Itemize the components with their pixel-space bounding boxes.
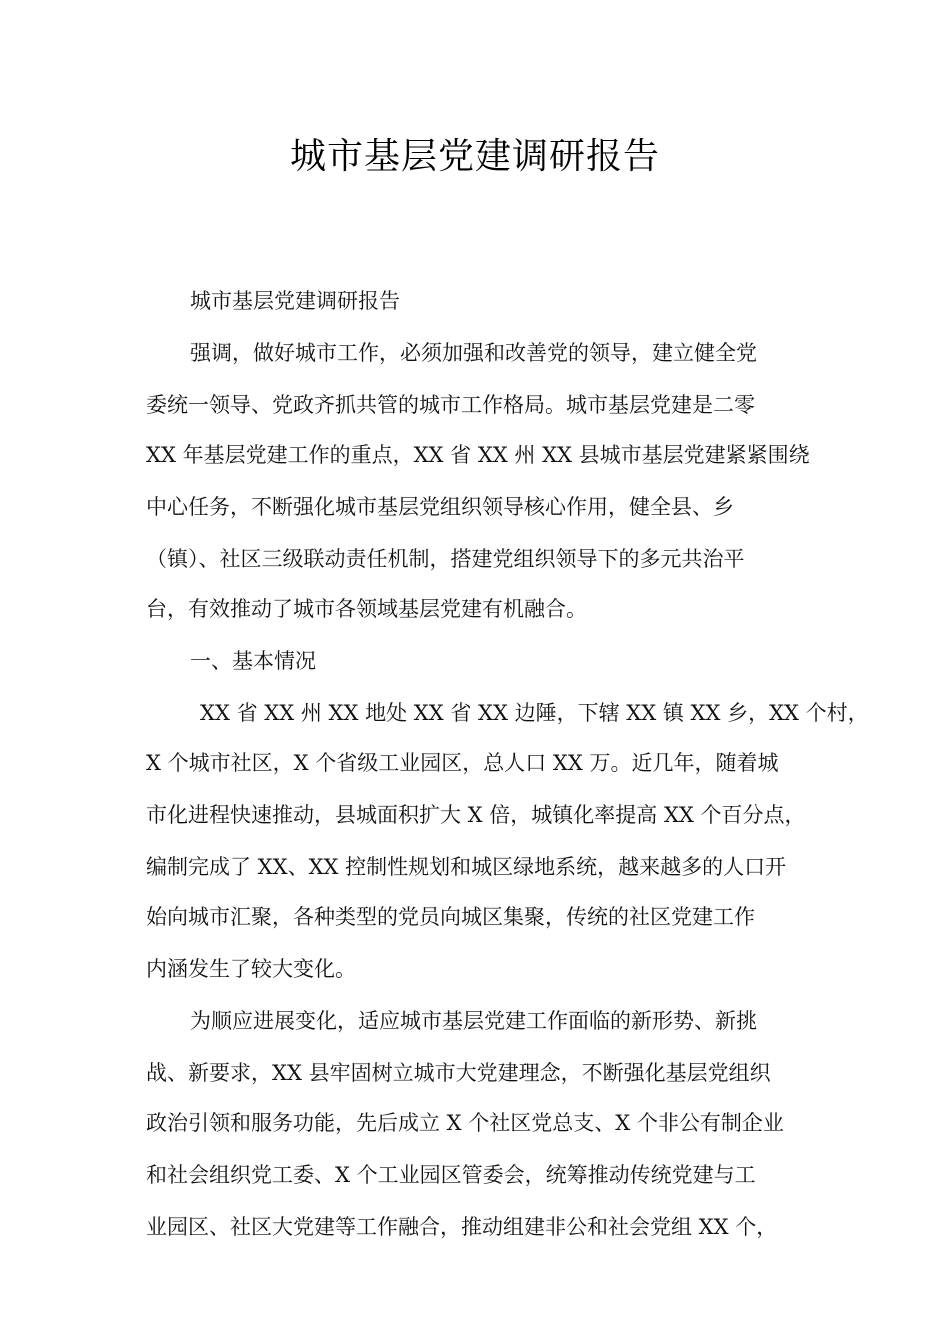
paragraph-line: XX 年基层党建工作的重点，XX 省 XX 州 XX 县城市基层党建紧紧围绕	[146, 443, 810, 467]
paragraph-line: 内涵发生了较大变化。	[146, 957, 356, 981]
document-subtitle: 城市基层党建调研报告	[190, 289, 400, 313]
paragraph-line: （镇）、社区三级联动责任机制，搭建党组织领导下的多元共治平	[146, 547, 745, 571]
paragraph-line: 战、新要求，XX 县牢固树立城市大党建理念，不断强化基层党组织	[146, 1061, 771, 1085]
paragraph-line: 政治引领和服务功能，先后成立 X 个社区党总支、X 个非公有制企业	[146, 1111, 784, 1135]
paragraph-line: 为顺应进展变化，适应城市基层党建工作面临的新形势、新挑	[190, 1009, 757, 1033]
paragraph-line: XX 省 XX 州 XX 地处 XX 省 XX 边陲，下辖 XX 镇 XX 乡，XX 个村，	[200, 701, 869, 725]
paragraph-line: 台，有效推动了城市各领域基层党建有机融合。	[146, 597, 587, 621]
paragraph-line: 强调，做好城市工作，必须加强和改善党的领导，建立健全党	[190, 341, 757, 365]
paragraph-line: 和社会组织党工委、X 个工业园区管委会，统筹推动传统党建与工	[146, 1163, 756, 1187]
section-heading: 一、基本情况	[190, 649, 316, 673]
paragraph-line: 委统一领导、党政齐抓共管的城市工作格局。城市基层党建是二零	[146, 393, 755, 417]
paragraph-line: 业园区、社区大党建等工作融合，推动组建非公和社会党组 XX 个，	[146, 1215, 778, 1239]
paragraph-line: 市化进程快速推动，县城面积扩大 X 倍，城镇化率提高 XX 个百分点，	[146, 803, 806, 827]
document-title: 城市基层党建调研报告	[289, 136, 660, 177]
paragraph-line: 始向城市汇聚，各种类型的党员向城区集聚，传统的社区党建工作	[146, 905, 755, 929]
paragraph-line: 中心任务，不断强化城市基层党组织领导核心作用，健全县、乡	[146, 495, 734, 519]
paragraph-line: 编制完成了 XX、XX 控制性规划和城区绿地系统，越来越多的人口开	[146, 855, 787, 879]
paragraph-line: X 个城市社区，X 个省级工业园区，总人口 XX 万。近几年，随着城	[146, 751, 779, 775]
